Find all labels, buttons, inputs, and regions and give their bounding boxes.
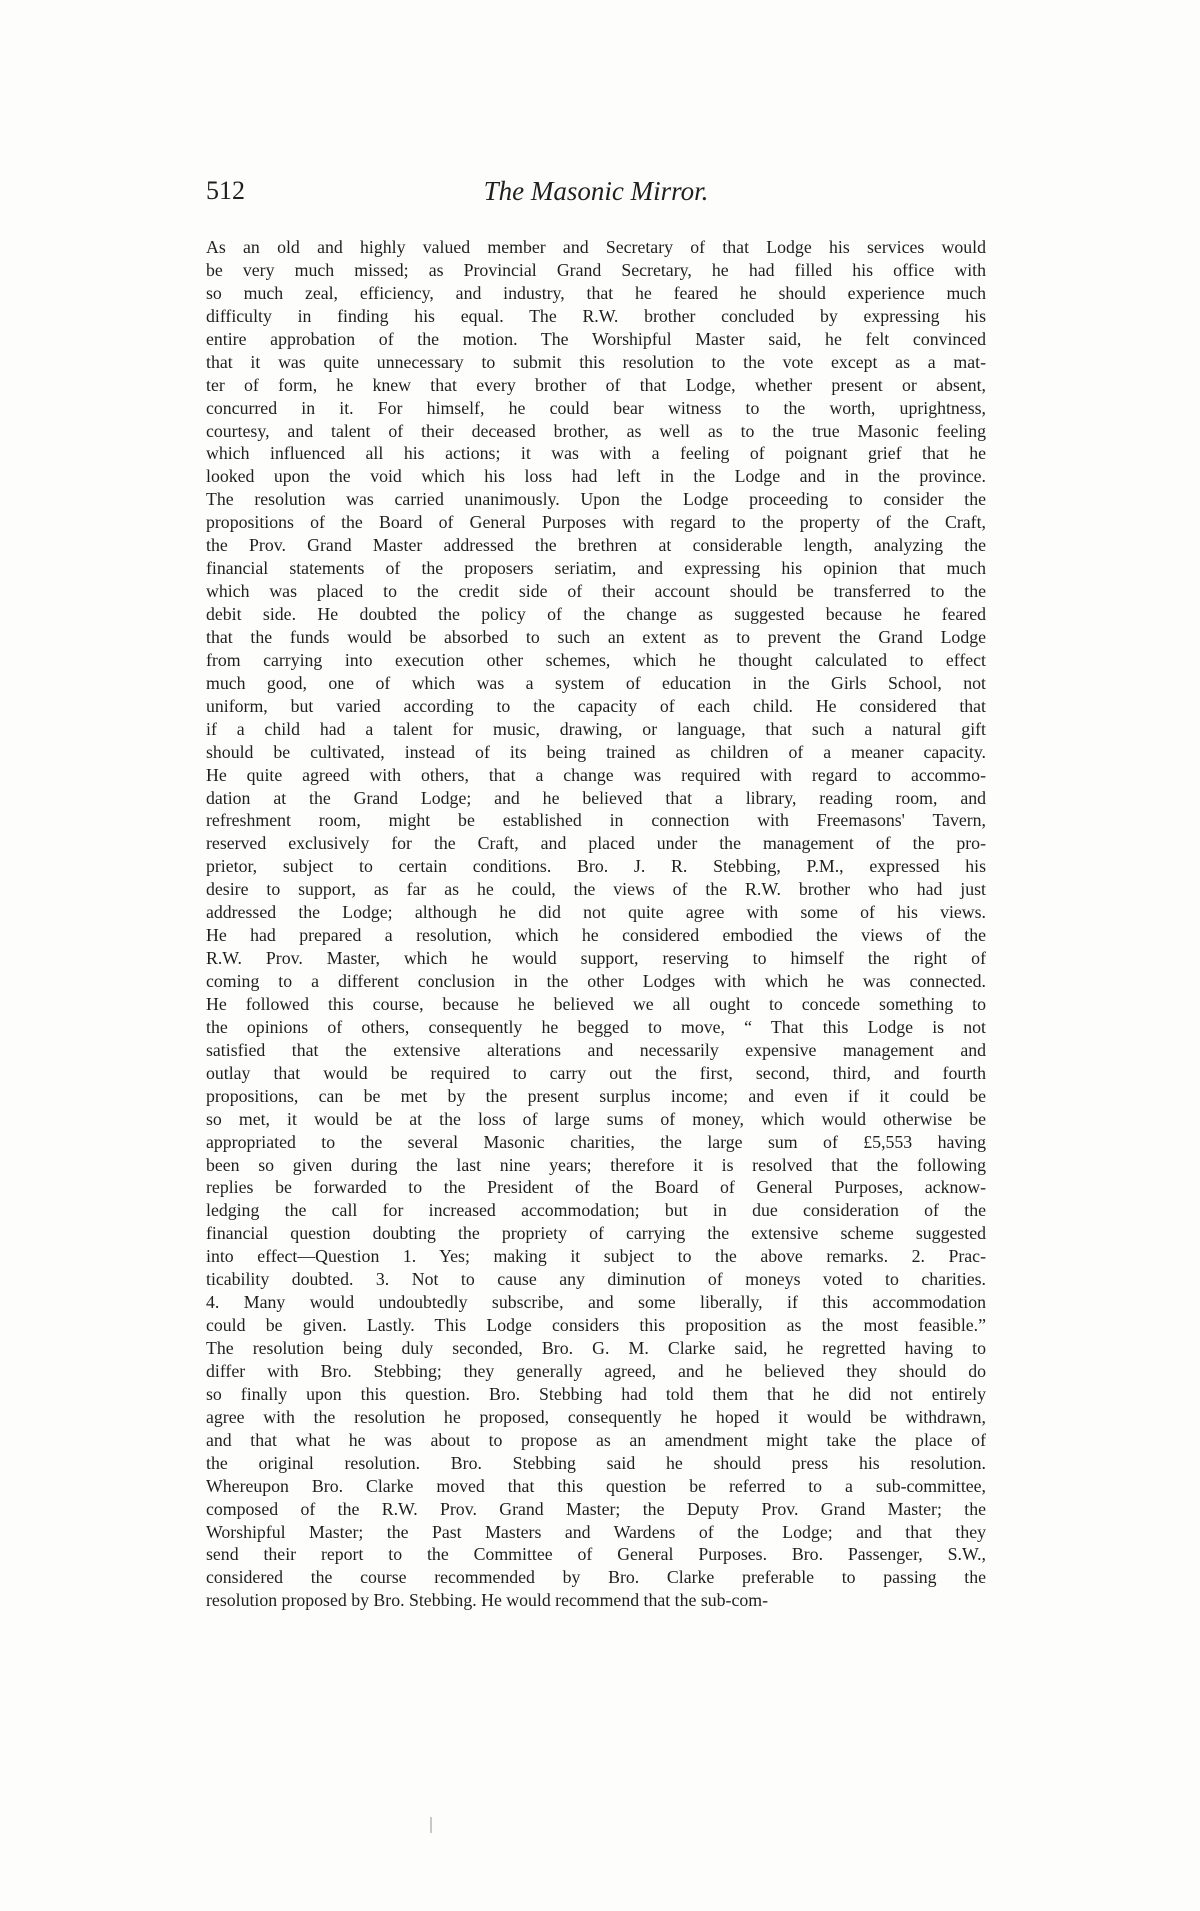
text-line: The resolution was carried unanimously. Upon the Lodge proceeding to consider the <box>206 489 986 510</box>
text-line: As an old and highly valued member and Secretary of that Lodge his services would <box>206 237 986 257</box>
text-line: Whereupon Bro. Clarke moved that this question be referred to a sub-committee, <box>206 1475 986 1496</box>
text-line: which was placed to the credit side of their account should be transferred to the <box>206 581 986 602</box>
text-line: be very much missed; as Provincial Grand Secretary, he had filled his office with <box>206 259 986 280</box>
text-line: financial statements of the proposers seriatim, and expressing his opinion that much <box>206 558 986 579</box>
text-line: satisfied that the extensive alterations and necessarily expensive management and <box>206 1039 986 1060</box>
text-line: propositions, can be met by the present surplus income; and even if it could be <box>206 1085 986 1106</box>
running-title: The Masonic Mirror. <box>483 176 709 206</box>
text-line: send their report to the Committee of General Purposes. Bro. Passenger, S.W., <box>206 1544 986 1565</box>
text-line: reserved exclusively for the Craft, and placed under the management of the pro- <box>206 833 986 854</box>
text-line: He followed this course, because he believed we all ought to concede something to <box>206 993 986 1014</box>
text-line: coming to a different conclusion in the other Lodges with which he was connected. <box>206 971 986 991</box>
text-line: 4. Many would undoubtedly subscribe, and some liberally, if this accommodation <box>206 1292 986 1313</box>
text-line: ter of form, he knew that every brother of that Lodge, whether present or absent, <box>206 374 986 395</box>
page-header <box>206 176 986 216</box>
text-line: should be cultivated, instead of its being trained as children of a meaner capacity. <box>206 741 986 762</box>
text-line: and that what he was about to propose as an amendment might take the place of <box>206 1429 986 1450</box>
text-line: courtesy, and talent of their deceased brother, as well as to the true Masonic feeling <box>206 420 986 441</box>
text-line: that it was quite unnecessary to submit this resolution to the vote except as a mat- <box>206 351 986 372</box>
text-line: appropriated to the several Masonic charities, the large sum of £5,553 having <box>206 1131 986 1152</box>
text-line: R.W. Prov. Master, which he would support, reserving to himself the right of <box>206 948 986 969</box>
text-line: so finally upon this question. Bro. Stebbing had told them that he did not entirely <box>206 1383 986 1404</box>
text-line: entire approbation of the motion. The Worshipful Master said, he felt convinced <box>206 328 986 349</box>
text-line: desire to support, as far as he could, the views of the R.W. brother who had just <box>206 879 986 900</box>
text-line: He had prepared a resolution, which he considered embodied the views of the <box>206 925 986 946</box>
text-line: dation at the Grand Lodge; and he believed that a library, reading room, and <box>206 787 986 808</box>
text-line: looked upon the void which his loss had left in the Lodge and in the province. <box>206 466 986 487</box>
text-line: composed of the R.W. Prov. Grand Master; the Deputy Prov. Grand Master; the <box>206 1498 986 1519</box>
text-line: from carrying into execution other schemes, which he thought calculated to effect <box>206 649 986 670</box>
text-line: financial question doubting the propriety of carrying the extensive scheme suggested <box>206 1223 986 1244</box>
text-line: refreshment room, might be established in connection with Freemasons' Tavern, <box>206 810 986 831</box>
text-line: addressed the Lodge; although he did not quite agree with some of his views. <box>206 902 986 923</box>
text-line: so much zeal, efficiency, and industry, that he feared he should experience much <box>206 282 986 303</box>
text-line: difficulty in finding his equal. The R.W. brother concluded by expressing his <box>206 305 986 326</box>
text-line: prietor, subject to certain conditions. Bro. J. R. Stebbing, P.M., expressed his <box>206 856 986 877</box>
text-line: the opinions of others, consequently he begged to move, “ That this Lodge is not <box>206 1016 986 1037</box>
text-line: considered the course recommended by Bro. Clarke preferable to passing the <box>206 1567 986 1588</box>
text-line: been so given during the last nine years; therefore it is resolved that the following <box>206 1154 986 1175</box>
text-line: resolution proposed by Bro. Stebbing. He would recommend that the sub-com- <box>206 1590 768 1611</box>
text-line: ticability doubted. 3. Not to cause any diminution of moneys voted to charities. <box>206 1269 986 1290</box>
text-line: which influenced all his actions; it was with a feeling of poignant grief that he <box>206 443 986 464</box>
text-line: if a child had a talent for music, drawing, or language, that such a natural gift <box>206 718 986 739</box>
page-number: 512 <box>206 176 245 205</box>
text-line: He quite agreed with others, that a change was required with regard to accommo- <box>206 764 986 785</box>
text-line: outlay that would be required to carry out the first, second, third, and fourth <box>206 1062 986 1083</box>
text-line: into effect—Question 1. Yes; making it subject to the above remarks. 2. Prac- <box>206 1246 986 1267</box>
print-mark <box>430 1817 432 1833</box>
text-line: ledging the call for increased accommodation; but in due consideration of the <box>206 1200 986 1221</box>
text-line: much good, one of which was a system of education in the Girls School, not <box>206 672 986 693</box>
text-line: the Prov. Grand Master addressed the brethren at considerable length, analyzing the <box>206 535 986 556</box>
text-line: differ with Bro. Stebbing; they generally agreed, and he believed they should do <box>206 1360 986 1381</box>
text-line: could be given. Lastly. This Lodge considers this proposition as the most feasible.” <box>206 1315 986 1336</box>
text-line: so met, it would be at the loss of large sums of money, which would otherwise be <box>206 1108 986 1129</box>
text-line: that the funds would be absorbed to such an extent as to prevent the Grand Lodge <box>206 626 986 647</box>
text-line: agree with the resolution he proposed, consequently he hoped it would be withdrawn, <box>206 1406 986 1427</box>
text-line: concurred in it. For himself, he could bear witness to the worth, uprightness, <box>206 397 986 418</box>
text-line: uniform, but varied according to the capacity of each child. He considered that <box>206 695 986 716</box>
text-line: Worshipful Master; the Past Masters and Wardens of the Lodge; and that they <box>206 1521 986 1542</box>
text-line: propositions of the Board of General Purposes with regard to the property of the Craft, <box>206 512 986 533</box>
text-line: replies be forwarded to the President of the Board of General Purposes, acknow- <box>206 1177 986 1198</box>
text-line: The resolution being duly seconded, Bro. G. M. Clarke said, he regretted having to <box>206 1338 986 1358</box>
article-body <box>206 236 986 1796</box>
text-line: the original resolution. Bro. Stebbing said he should press his resolution. <box>206 1452 986 1473</box>
text-line: debit side. He doubted the policy of the change as suggested because he feared <box>206 604 986 624</box>
